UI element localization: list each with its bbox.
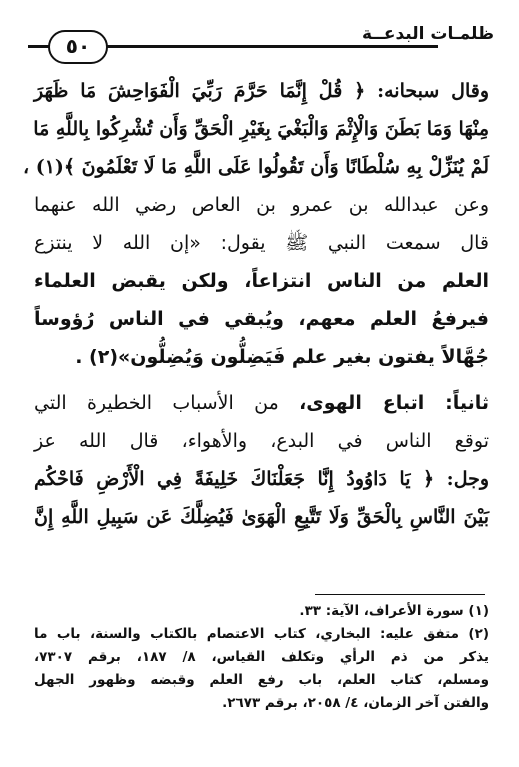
text-line: وجل: ﴿ يَا دَاوُودُ إِنَّا جَعَلْنَاكَ خَلِيفَةً فِي الْأَرْضِ فَاحْكُم [34, 468, 489, 490]
text-line: العلم من الناس انتزاعاً، ولكن يقبض العلماء [34, 270, 489, 292]
footnote-separator [315, 594, 485, 595]
text-line: جُهَّالاً يفتون بغير علم فَيَضِلُّون وَيُضِلُّون»(٢) . [75, 346, 489, 368]
footnote-2-cont: ومسلم، كتاب العلم، باب رفع العلم وقبضه وظهور الجهل [34, 672, 489, 688]
text-line: مِنْهَا وَمَا بَطَنَ وَالْإِثْمَ وَالْبَغْيَ بِغَيْرِ الْحَقِّ وَأَن تُشْرِكُوا بِاللَّهِ مَا [33, 118, 489, 140]
section-heading-rest: من الأسباب الخطيرة التي [34, 392, 279, 414]
text-line: توقع الناس في البدع، والأهواء، قال الله عز [34, 430, 489, 452]
text-line: قال سمعت النبي ﷺ يقول: «إن الله لا ينتزع [34, 232, 489, 254]
text-line: لَمْ يُنَزِّلْ بِهِ سُلْطَانًا وَأَن تَقُولُوا عَلَى اللَّهِ مَا لَا تَعْلَمُونَ ﴾(١) ، [22, 156, 489, 178]
footnotes [34, 600, 489, 715]
text-line: بَيْنَ النَّاسِ بِالْحَقِّ وَلَا تَتَّبِعِ الْهَوَىٰ فَيُضِلَّكَ عَن سَبِيلِ اللَّهِ إِنَّ [34, 506, 489, 528]
page-number: ٥٠ [48, 30, 108, 64]
body-text [22, 72, 490, 536]
page-header [28, 22, 498, 58]
footnote-2-cont: والفتن آخر الزمان، ٤/ ٢٠٥٨، برقم ٢٦٧٣. [222, 695, 489, 711]
text-line: وقال سبحانه: ﴿ قُلْ إِنَّمَا حَرَّمَ رَبِّيَ الْفَوَاحِشَ مَا ظَهَرَ [34, 80, 489, 102]
section-heading: ثانياً: اتباع الهوى، [299, 392, 490, 414]
footnote-2-cont: يذكر من ذم الرأي وتكلف القياس، ٨/ ١٨٧، برقم ٧٣٠٧، [34, 649, 489, 665]
footnote-2: (٢) متفق عليه: البخاري، كتاب الاعتصام بالكتاب والسنة، باب ما [34, 626, 489, 642]
section-line [34, 384, 489, 422]
running-title: ظلمـات البدعــة [354, 24, 496, 44]
text-line: فيرفعُ العلم معهم، ويُبقي في الناس رُؤوساً [34, 308, 489, 330]
footnote-1: (١) سورة الأعراف، الآية: ٣٣. [299, 603, 489, 619]
text-line: وعن عبدالله بن عمرو بن العاص رضي الله عنهما [34, 194, 489, 216]
